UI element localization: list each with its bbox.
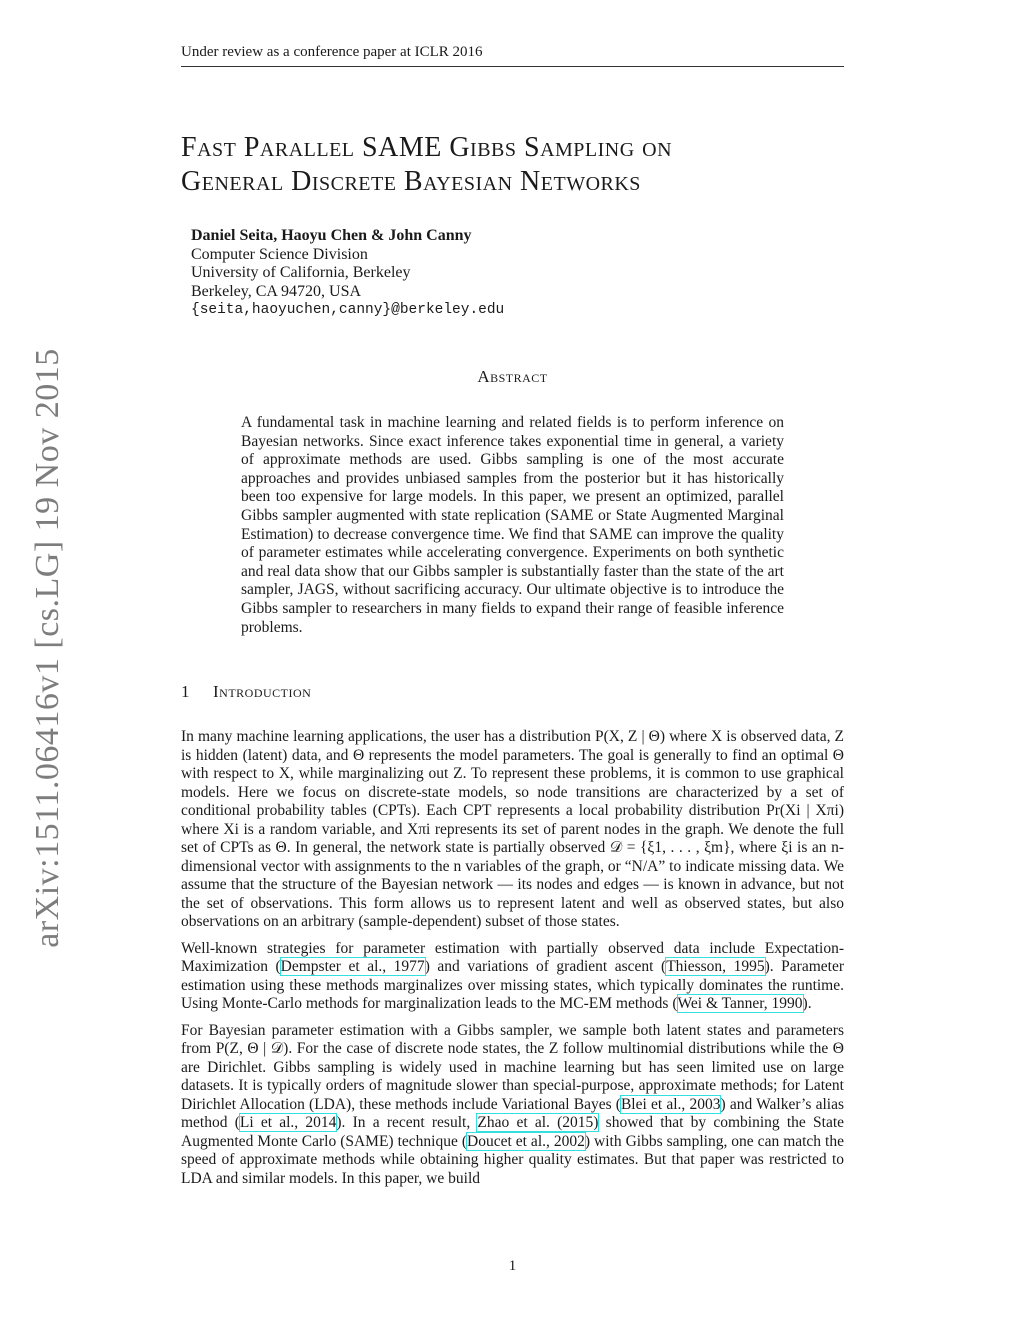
text-run: ) and variations of gradient ascent ( (424, 958, 667, 975)
title-line-2: General Discrete Bayesian Networks (181, 166, 641, 197)
author-block (191, 227, 504, 320)
affiliation-department: Computer Science Division (191, 245, 368, 263)
text-run: ). In a recent result, (336, 1114, 478, 1131)
author-emails: {seita,haoyuchen,canny}@berkeley.edu (191, 302, 505, 318)
section-number: 1 (181, 682, 190, 701)
page-number: 1 (508, 1258, 517, 1274)
text-run: ) and Walker’s alias method ( (181, 1095, 844, 1131)
abstract-text: A fundamental task in machine learning and related fields is to perform inference on Bayesian networks. Since exact inference takes exponential time in general, a variety of approximate methods are used. Gibbs sampling is one of the most accurate approaches and provides unbiased samples from the posterior but it has historically been too expensive for large models. In this paper, we present an optimized, parallel Gibbs sampler augmented with state replication (SAME or State Augmented Marginal Estimation) to decrease convergence time. We find that SAME can improve the quality of parameter estimates while accelerating convergence. Experiments on both synthetic and real data show that our Gibbs sampler is substantially faster than the state of the art sampler, JAGS, without sacrificing accuracy. Our ultimate objective is to introduce the Gibbs sampler to researchers in many fields to expand their range of feasible inference problems. (241, 414, 784, 636)
text-run: ) with Gibbs sampling, one can match the speed of approximate methods while obtaining higher quality estimates. But that paper was restricted to LDA and similar models. In this paper, we build (181, 1132, 844, 1187)
title-line-1: Fast Parallel SAME Gibbs Sampling on (181, 132, 673, 163)
text-run: ). Parameter estimation using these methods marginalizes over missing states, which typically dominates the runtime. Using Monte-Carlo methods for marginalization leads to the MC-EM methods ( (181, 958, 844, 1012)
affiliation-address: Berkeley, CA 94720, USA (191, 282, 362, 300)
text-run: showed that by combining the State Augmented Monte Carlo (SAME) technique ( (181, 1114, 845, 1150)
section-title: Introduction (213, 682, 312, 701)
text-run: Well-known strategies for parameter estimation with partially observed data include Expectation-Maximization ( (181, 939, 844, 975)
running-head: Under review as a conference paper at ICLR 2016 (181, 44, 844, 67)
citation-link-zhao[interactable]: Zhao et al. (2015) (477, 1114, 599, 1131)
citation-link-wei-tanner[interactable]: Wei & Tanner, 1990 (677, 995, 803, 1012)
paragraph-1: In many machine learning applications, the user has a distribution P(X, Z | Θ) where X is observed data, Z is hidden (latent) data, and Θ represents the model parameters. The goal is generally to find an optimal Θ with respect to X, while marginalizing out Z. To represent these problems, it is common to use graphical models. Here we focus on discrete-state models, so node transitions are characterized by a set of conditional probability tables (CPTs). Each CPT represents a local probability distribution Pr(Xi | Xπi) where Xi is a random variable, and Xπi represents its set of parent nodes in the graph. We denote the full set of CPTs as Θ. In general, the network state is partially observed 𝒟 = {ξ1, . . . , ξm}, where ξi is an n-dimensional vector with assignments to the n variables of the graph, or “N/A” to indicate missing data. We assume that the structure of the Bayesian network — its nodes and edges — is known in advance, but not the set of observations. This form allows us to represent latent and well as observed states, but also observations on an arbitrary (sample-dependent) subset of those states. (181, 728, 844, 930)
paper-title (181, 131, 844, 199)
arxiv-identifier-stamp: arXiv:1511.06416v1 [cs.LG] 19 Nov 2015 (29, 348, 66, 948)
introduction-body (181, 728, 844, 1196)
citation-link-blei[interactable]: Blei et al., 2003 (620, 1095, 721, 1113)
section-heading-introduction (181, 682, 311, 702)
paragraph-3 (181, 1022, 844, 1189)
author-names: Daniel Seita, Haoyu Chen & John Canny (191, 227, 472, 244)
abstract-heading: Abstract (477, 367, 548, 386)
text-run: For Bayesian parameter estimation with a Gibbs sampler, we sample both latent states and parameters from P(Z, Θ | 𝒟). For the case of discrete node states, the Z follow multinomial distributions while the Θ are Dirichlet. Gibbs sampling is widely used in machine learning but has seen limited use on large datasets. It is typically orders of magnitude slower than special-purpose, approximate methods; for Latent Dirichlet Allocation (LDA), these methods include Variational Bayes ( (181, 1021, 844, 1113)
citation-link-doucet[interactable]: Doucet et al., 2002 (467, 1132, 585, 1150)
citation-link-li[interactable]: Li et al., 2014 (239, 1114, 337, 1131)
affiliation-university: University of California, Berkeley (191, 264, 411, 281)
citation-link-dempster[interactable]: Dempster et al., 1977 (280, 958, 425, 975)
citation-link-thiesson[interactable]: Thiesson, 1995 (666, 958, 765, 975)
paragraph-2 (181, 940, 844, 1014)
text-run: ). (802, 995, 812, 1012)
